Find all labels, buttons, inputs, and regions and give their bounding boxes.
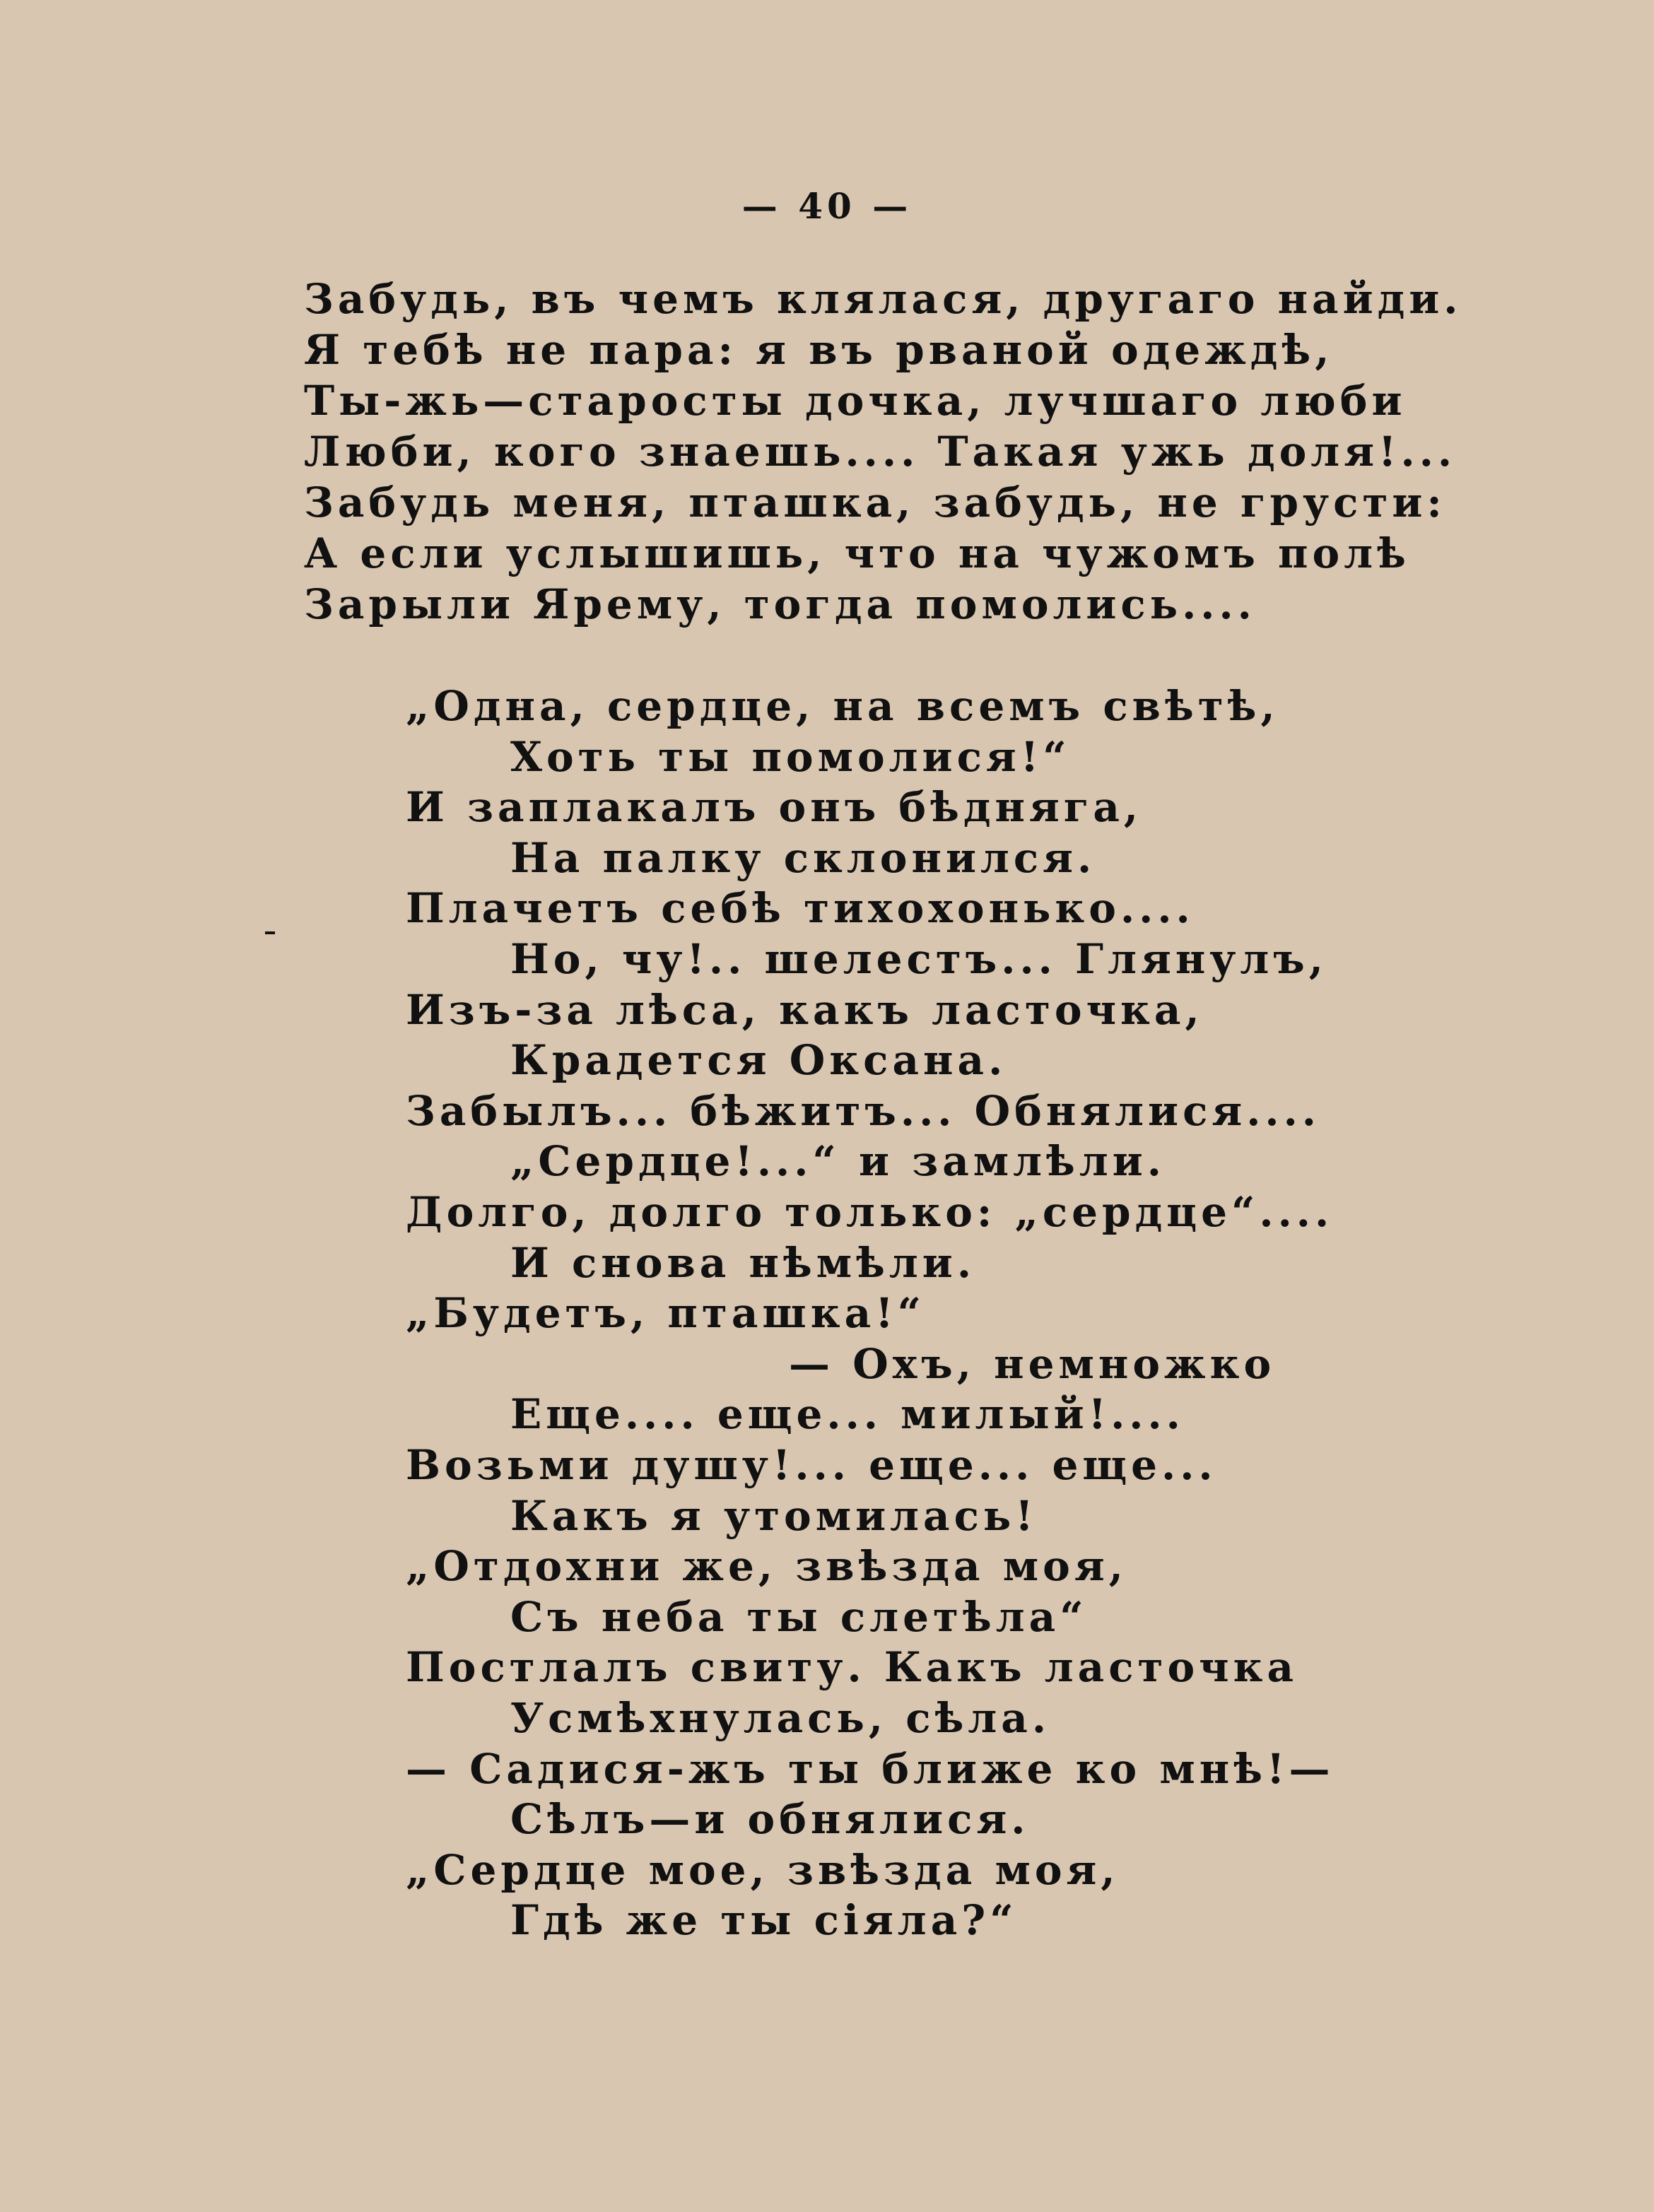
song-line: На палку склонился. <box>510 834 1096 882</box>
stanza-line: А если услышишь, что на чужомъ полѣ <box>304 529 1410 577</box>
song-line: — Садися-жъ ты ближе ко мнѣ!— <box>406 1745 1335 1793</box>
song-line: Еще.... еще... милый!.... <box>510 1390 1185 1438</box>
song-line: Но, чу!.. шелестъ... Глянулъ, <box>510 935 1327 983</box>
song-line: Забылъ... бѣжитъ... Обнялися.... <box>406 1087 1320 1135</box>
song-line: Сѣлъ—и обнялися. <box>510 1795 1030 1843</box>
song-line: Изъ-за лѣса, какъ ласточка, <box>406 986 1204 1034</box>
stray-dash-mark <box>265 931 275 934</box>
song-line: „Будетъ, пташка!“ <box>406 1289 926 1337</box>
song-line: Съ неба ты слетѣла“ <box>510 1593 1088 1641</box>
song-line: И заплакалъ онъ бѣдняга, <box>406 783 1143 831</box>
song-line: И снова нѣмѣли. <box>510 1239 976 1287</box>
stanza-line: Ты-жь—старосты дочка, лучшаго люби <box>304 377 1407 425</box>
song-line: Долго, долго только: „сердце“.... <box>406 1188 1334 1236</box>
song-line: Какъ я утомилась! <box>510 1492 1038 1540</box>
song-line: Усмѣхнулась, сѣла. <box>510 1694 1051 1742</box>
stanza-line: Зарыли Ярему, тогда помолись.... <box>304 580 1256 628</box>
song-line: Гдѣ же ты сіяла?“ <box>510 1896 1018 1944</box>
stanza-line: Люби, кого знаешь.... Такая ужь доля!... <box>304 428 1457 476</box>
song-line: Плачетъ себѣ тихохонько.... <box>406 884 1195 932</box>
song-line: „Сердце мое, звѣзда моя, <box>406 1846 1120 1894</box>
song-line: Возьми душу!... еще... еще... <box>406 1441 1217 1489</box>
page-number: — 40 — <box>741 185 913 227</box>
song-line: „Отдохни же, звѣзда моя, <box>406 1542 1127 1590</box>
song-line: „Сердце!...“ и замлѣли. <box>510 1137 1166 1185</box>
song-line: Крадется Оксана. <box>510 1036 1007 1084</box>
song-line: „Одна, сердце, на всемъ свѣтѣ, <box>406 682 1279 730</box>
song-line: Хоть ты помолися!“ <box>510 733 1071 781</box>
stanza-line: Забудь меня, пташка, забудь, не грусти: <box>304 478 1446 526</box>
stanza-line: Я тебѣ не пара: я въ рваной одеждѣ, <box>304 326 1334 374</box>
stanza-line: Забудь, въ чемъ клялася, другаго найди. <box>304 275 1462 323</box>
song-line: — Охъ, немножко <box>789 1340 1276 1388</box>
song-line: Постлалъ свиту. Какъ ласточка <box>406 1643 1298 1691</box>
